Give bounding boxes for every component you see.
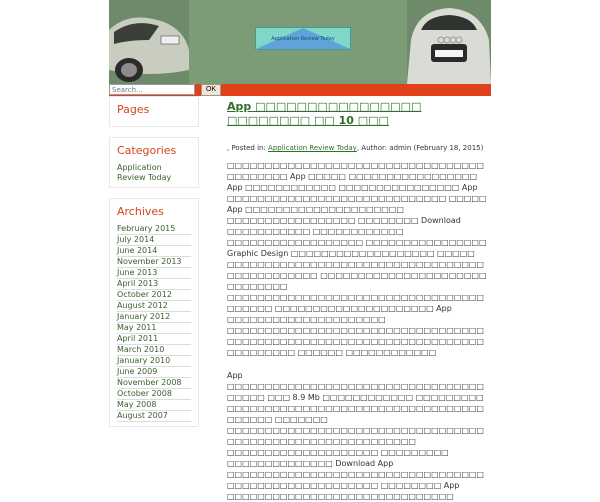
archive-link[interactable]: January 2012 <box>117 312 191 323</box>
header-banner <box>109 0 491 84</box>
categories-title: Categories <box>117 144 177 157</box>
meta-prefix: , Posted in: <box>227 144 269 152</box>
car-image-left <box>109 0 189 84</box>
archive-link[interactable]: February 2015 <box>117 224 191 235</box>
archive-link[interactable]: June 2009 <box>117 367 191 378</box>
car-image-right <box>407 0 491 84</box>
post-paragraph: □□□□□□□□□□□□□□□□□□□□□□□□□□□□□□□□□□□□□□□□□□ App □□□□□ □□□□□□□□□□□□□□□□□ App □□□□□□□□□□□□ □□□□□□□□□□□□□□□□ App □□□□□□□□□□□□□□□□□□□□□□□□□□□□□ □□□□□ App □□□□□□□□□□□□□□□□□□□□□ □□□□□□□□□□□□□□□□□ □□□□□□□□ Download □□□□□□□□□□□ □□□□□□□□□□□□ □□□□□□□□□□□□□□□□□□ □□□□□□□□□□□□□□□□ Graphic Design □□□□□□□□□□□□□□□□□□□ □□□□□ □□□□□□□□□□□□□□□□□□□□□□□□□□□□□□□□□□□□□□□□□□□□□□ □□□□□□□□□□□□□□□□□□□□□□ □□□□□□□□ □□□□□□□□□□□□□□□□□□□□□□□□□□□□□□□□□□□□□□□□ □□□□□□□□□□□□□□□□□□□□□ App □□□□□□□□□□□□□□□□□□□□□ □□□□□□□□□□□□□□□□□□□□□□□□□□□□□□□□□□□□□□□□□□□□□□□□□□□□□□□□□□□□□□□□□□□□□□□□□□□□□ □□□□□□ □□□□□□□□□□□□ <box>227 161 487 357</box>
logo-text: Application Review Today <box>271 36 335 42</box>
search-input[interactable] <box>109 84 195 95</box>
archives-title: Archives <box>117 205 164 218</box>
archive-link[interactable]: April 2013 <box>117 279 191 290</box>
archives-widget <box>109 198 199 427</box>
search-bar <box>109 84 491 96</box>
archive-link[interactable]: June 2014 <box>117 246 191 257</box>
page <box>109 0 491 501</box>
post-meta <box>227 144 489 152</box>
archive-link[interactable]: January 2010 <box>117 356 191 367</box>
archive-link[interactable]: November 2013 <box>117 257 191 268</box>
archive-link[interactable]: November 2008 <box>117 378 191 389</box>
post <box>227 96 489 502</box>
search-ok-button[interactable]: OK <box>201 84 221 96</box>
archive-link[interactable]: August 2007 <box>117 411 191 422</box>
category-link[interactable]: Application Review Today <box>117 163 172 182</box>
pages-widget <box>109 96 199 127</box>
archive-link[interactable]: October 2008 <box>117 389 191 400</box>
categories-widget <box>109 137 199 188</box>
archive-link[interactable]: July 2014 <box>117 235 191 246</box>
archive-link[interactable]: August 2012 <box>117 301 191 312</box>
archive-link[interactable]: October 2012 <box>117 290 191 301</box>
post-title[interactable]: App □□□□□□□□□□□□□□□□ □□□□□□□□ □□ 10 □□□ <box>227 100 422 127</box>
pages-title: Pages <box>117 103 150 116</box>
archive-link[interactable]: March 2010 <box>117 345 191 356</box>
archive-list <box>117 224 191 422</box>
archive-link[interactable]: June 2013 <box>117 268 191 279</box>
archive-link[interactable]: May 2008 <box>117 400 191 411</box>
sidebar <box>109 96 199 437</box>
meta-category-link[interactable]: Application Review Today <box>268 144 357 152</box>
meta-suffix: , Author: admin (February 18, 2015) <box>356 144 484 152</box>
post-paragraph: App □□□□□□□□□□□□□□□□□□□□□□□□□□□□□□□□□□□□□□□ □□□ 8.9 Mb □□□□□□□□□□□□ □□□□□□□□□ □□□□□□□□□□□□□□□□□□□□□□□□□□□□□□□□□□□□□□□□ □□□□□□□ □□□□□□□□□□□□□□□□□□□□□□□□□□□□□□□□□□□□□□□□□□□□□□□□□□□□□□□□□□□ □□□□□□□□□□□□□□□□□□□□ □□□□□□□□□ □□□□□□□□□□□□□□ Download App □□□□□□□□□□□□□□□□□□□□□□□□□□□□□□□□□□□□□□□□□□□□□□□□□□□□□□ □□□□□□□□ App □□□□□□□□□□□□□□□□□□□□□□□□□□□□□□ <box>227 371 484 501</box>
site-logo[interactable] <box>255 27 351 50</box>
archive-link[interactable]: April 2011 <box>117 334 191 345</box>
archive-link[interactable]: May 2011 <box>117 323 191 334</box>
